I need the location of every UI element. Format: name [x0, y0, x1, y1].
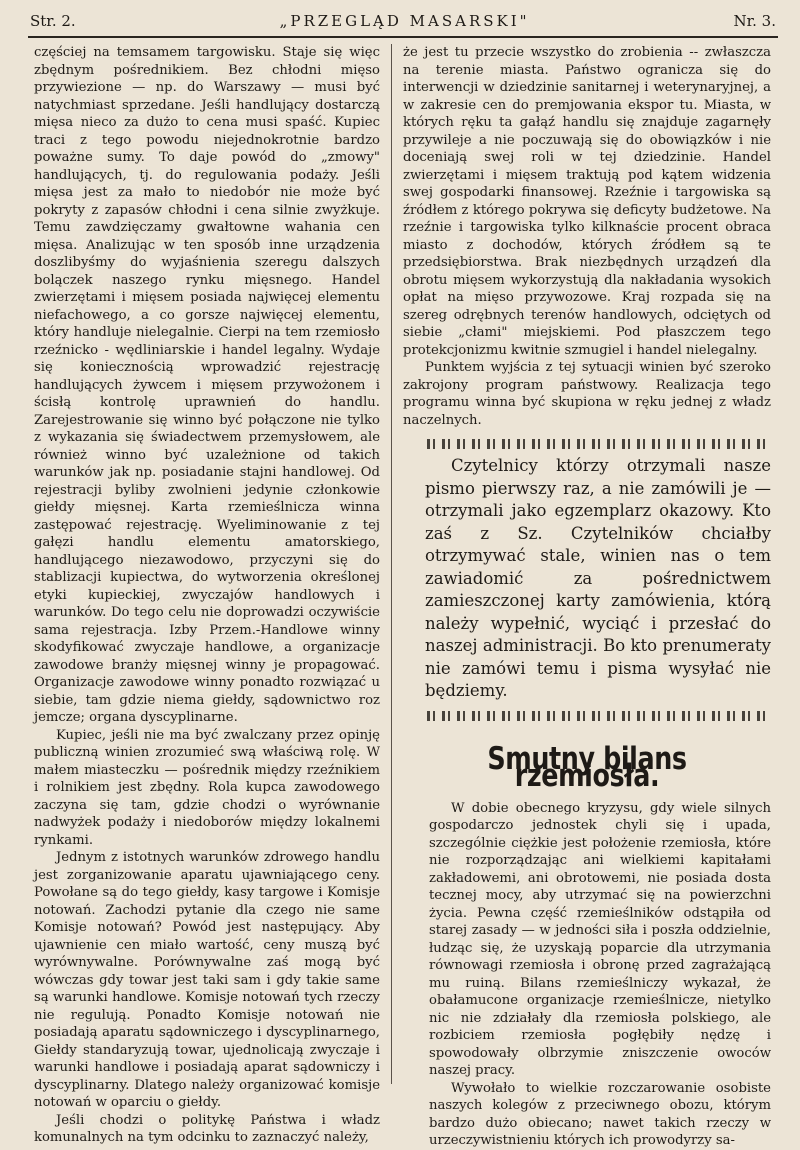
subscription-notice — [425, 455, 771, 703]
right-column — [403, 44, 771, 1150]
paragraph: Jeśli chodzi o politykę Państwa i władz komunalnych na tym odcinku to zaznaczyć należy, — [34, 1112, 380, 1145]
left-column — [34, 44, 380, 1147]
paragraph: Kupiec, jeśli nie ma być zwalczany przez opinję publiczną winien zrozumieć swą właściwą rolę. W małem miasteczku — pośrednik między rzeźnikiem i rolnikiem jest zbędny. Rola kupca zawodowego zaczyna się tam, gdzie chodzi o wyrównanie nadwyżek podaży i niedoborów między lokalnemi rynkami. — [34, 727, 380, 848]
paragraph: Jednym z istotnych warunków zdrowego handlu jest zorganizowanie aparatu ujawniającego ceny. Powołane są do tego giełdy, kasy targowe i Komisje notowań. Zachodzi pytanie dla czego nie same Komisje notowań? Powód jest następujący. Aby ujawnienie cen miało wartość, ceny muszą być wyrównywalne. Porównywalne zaś mogą być wówczas gdy towar jest taki sam i gdy takie same są warunki handlowe. Komisje notowań tych rzeczy nie regulują. Ponadto Komisje notowań nie posiadają aparatu sądowniczego i dyscyplinarnego, Giełdy standaryzują towar, ujednolicają zwyczaje i warunki handlowe i posiadają aparat sądowniczy i dyscyplinarny. Dlatego należy organizować komisje notowań w oparciu o giełdy. — [34, 850, 380, 1110]
issue-number: Nr. 3. — [733, 12, 776, 30]
ornament-divider — [427, 711, 771, 721]
paragraph: częściej na temsamem targowisku. Staje się więc zbędnym pośrednikiem. Bez chłodni mięso przywiezione — np. do Warszawy — musi być natychmiast sprzedane. Jeśli handlujący dostarczą mięsa nieco za dużo to cena musi spaść. Kupiec traci z tego powodu niejednokrotnie bardzo poważne sumy. To daje powód do „zmowy" handlujących, tj. do regulowania podaży. Jeśli mięsa jest za mało to niedobór nie może być pokryty z zapasów chłodni i cena silnie zwyżkuje. Temu zawdzięczamy gwałtowne wahania cen mięsa. Analizując w ten sposób inne urządzenia doszlibyśmy do wyjaśnienia szeregu dalszych bolączek naszego rynku mięsnego. Handel zwierzętami i mięsem posiada najwięcej elementu niefachowego, a co gorsze najwięcej elementu, który handluje nielegalnie. Cierpi na tem rzemiosło rzeźnicko - wędliniarskie i handel legalny. Wydaje się koniecznością wprowadzić rejestrację handlujących żywcem i mięsem przywożonem i ścisłą kontrolę uprawnień do handlu. Zarejestrowanie się winno być połączone nie tylko z wykazania się świadectwem przemysłowem, ale również winno być uzależnione od takich warunków jak np. posiadanie stajni handlowej. Od rejestracji byliby zwolnieni jedynie członkowie giełdy mięsnej. Karta rzemieślnicza winna zastępować rejestrację. Wyeliminowanie z tej gałęzi handlu elementu amatorskiego, handlującego niezawodowo, przyczyni się do stablizacji kupiectwa, do wytworzenia określonej etyki kupieckiej, zwyczajów handlowych i warunków. Do tego celu nie doprowadzi oczywiście sama rejestracja. Izby Przem.-Handlowe winny skodyfikować zwyczaje handlowe, a organizacje zawodowe branży mięsnej winny je propagować. Organizacje zawodowe winny ponadto rozwiązać u siebie, tam gdzie niema giełdy, sądownictwo roz jemcze; organa dyscyplinarne. — [34, 45, 380, 725]
article-body — [403, 800, 771, 1150]
paragraph: Punktem wyjścia z tej sytuacji winien być szeroko zakrojony program państwowy. Realizacja tego programu winna być skupiona w ręku jednej z władz naczelnych. — [403, 360, 771, 428]
page-header — [30, 8, 776, 34]
publication-title: „PRZEGLĄD MASARSKI" — [279, 12, 530, 30]
header-rule — [28, 36, 778, 38]
paragraph: że jest tu przecie wszystko do zrobienia -- zwłaszcza na terenie miasta. Państwo ogranicza się do interwencji w dziedzinie sanitarnej i weterynaryjnej, a w zakresie cen do premjowania ekspor tu. Miasta, w których ręku ta gałąź handlu się znajduje zagarnęły przywileje a nie poczuwają się do obowiązków i nie doceniają swej roli w tej dziedzinie. Handel zwierzętami i mięsem traktują pod kątem widzenia swej gospodarki finansowej. Rzeźnie i targowiska są źródłem z którego pokrywa się deficyty budżetowe. Na rzeźnie i targowiska tylko kilknaście procent obraca miasto z dochodów, których źródłem są te przedsiębiorstwa. Brak niezbędnych urządzeń dla obrotu mięsem wykorzystują dla nakładania wysokich opłat na mięso przywozowe. Kraj rozpada się na szereg odrębnych terenów handlowych, odciętych od siebie „cłami" miejskiemi. Pod płaszczem tego protekcjonizmu kwitnie szmugiel i handel nielegalny. — [403, 45, 771, 358]
paragraph: Wywołało to wielkie rozczarowanie osobiste naszych kolegów z przeciwnego obozu, którym bardzo dużo obiecano; nawet takich rzeczy w urzeczywistnieniu których ich prowodyrzy sa- — [429, 1080, 771, 1148]
paragraph: W dobie obecnego kryzysu, gdy wiele silnych gospodarczo jednostek chyli się i upada, szczególnie ciężkie jest położenie rzemiosła, które nie rozporządzając ani wielkiemi kapitałami zakładowemi, ani obrotowemi, nie posiada dosta tecznej mocy, aby utrzymać się na powierzchni życia. Pewna część rzemieślników odstąpiła od starej zasady — w jedności siła i poszła oddzielnie, łudząc się, że uzyskają poparcie dla utrzymania równowagi rzemiosła i obronę przed zagrażającą mu ruiną. Bilans rzemieślniczy wykazał, że obałamucone organizacje rzemieślnicze, nietylko nic nie zdziałały dla rzemiosła polskiego, ale rozbiciem rzemiosła pogłębiły nędzę i spowodowały olbrzymie zniszczenie owoców naszej pracy. — [429, 800, 771, 1078]
page-number: Str. 2. — [30, 12, 76, 30]
notice-text: Czytelnicy którzy otrzymali nasze pismo pierwszy raz, a nie zamówili je — otrzymali jako egzemplarz okazowy. Kto zaś z Sz. Czytelników chciałby otrzymywać stale, winien nas o tem zawiadomić za pośrednictwem zamieszczonej karty zamówienia, którą należy wypełnić, wyciąć i przesłać do naszej administracji. Bo kto prenumeraty nie zamówi temu i pisma wysyłać nie będziemy. — [425, 456, 771, 700]
article-title: Smutny bilans rzemiosła. — [487, 740, 687, 794]
column-divider — [391, 44, 392, 1084]
ornament-divider — [427, 439, 771, 449]
